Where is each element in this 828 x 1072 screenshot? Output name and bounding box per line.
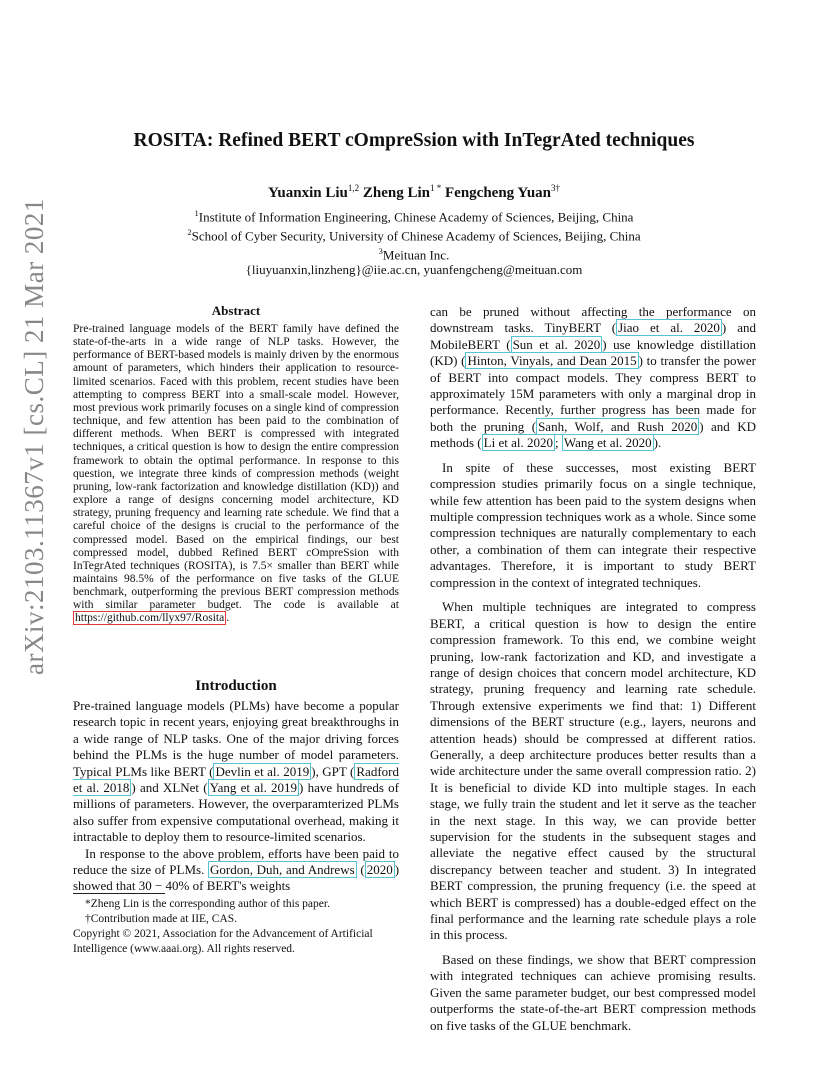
body-text: ) and KD methods ( bbox=[430, 418, 756, 451]
intro-paragraph bbox=[73, 846, 399, 895]
affil-sup: 2 bbox=[187, 226, 192, 237]
citation-link[interactable]: 2020 bbox=[366, 862, 393, 878]
body-text: ) to transfer the power of BERT into compact models. They compress BERT to approximately 15M parameters with only a marginal drop in performance. Recently, further progress has been made for both the pruning ( bbox=[430, 353, 756, 434]
body-paragraph: Based on these findings, we show that BERT compression with integrated techniques can achieve promising results. Given the same parameter budget, our best compressed model outperforms the state-of-the-art BERT compression methods on five tasks of the GLUE benchmark. bbox=[430, 952, 756, 1033]
abstract-text: Pre-trained language models of the BERT family have defined the state-of-the-arts in a wide range of NLP tasks. However, the performance of BERT-based models is mainly driven by the enormous amount of parameters, which hinders their application to resource-limited scenarios. Faced with this problem, recent studies have been attempting to compress BERT into a small-scale model. However, most previous work primarily focuses on a single kind of compression technique, and few attention has been paid to the combination of different methods. When BERT is compressed with integrated techniques, a critical question is how to design the entire compression framework to obtain the optimal performance. In response to this question, we integrate three kinds of compression methods (weight pruning, low-rank factorization and knowledge distillation (KD)) and explore a range of designs concerning model architecture, KD strategy, pruning frequency and learning rate schedule. We find that a careful choice of the designs is crucial to the performance of the compressed model. Based on the empirical findings, our best compressed model, dubbed Refined BERT cOmpreSsion with InTegrAted techniques (ROSITA), is 7.5× smaller than BERT while maintains 98.5% of the performance on five tasks of the GLUE benchmark, outperforming the previous BERT compression methods with similar parameter budget. The code is available at bbox=[73, 323, 399, 612]
body-text: ; bbox=[554, 435, 562, 451]
intro-text: ), GPT ( bbox=[311, 763, 355, 779]
code-link[interactable]: https://github.com/llyx97/Rosita bbox=[75, 612, 225, 625]
body-paragraph: When multiple techniques are integrated to compress BERT, a critical question is how to design the entire compression framework. To this end, we combine weight pruning, low-rank factorization and KD, and investigate a range of design choices that concern model architecture, KD strategy, pruning frequency and learning rate schedule. Through extensive experiments we find that: 1) Different dimensions of the BERT structure (e.g., layers, neurons and attention heads) should be compressed at different ratios. Generally, a deep architecture produces better results than a wide architecture under the same overall compression ratio. 2) It is beneficial to divide KD into multiple stages. In each stage, we fully train the student and let it serve as the teacher in the next stage. In this way, we can provide better supervision for the students in the subsequent stages and alleviate the negative effect caused by the structural discrepancy between teacher and student. 3) In integrated BERT compression, the pruning frequency (i.e. the speed at which BERT is compressed) has a double-edged effect on the final performance and the learning rate schedule plays a role in this process. bbox=[430, 599, 756, 943]
body-text: ) use knowledge distillation (KD) ( bbox=[430, 336, 757, 369]
body-paragraph: In spite of these successes, most existing BERT compression studies primarily focus on a single technique, while few attention has been paid to the system designs when multiple compression techniques work as a whole. Since some compression techniques are naturally complementary to each other, a combination of them can integrate their respective advantages. Therefore, it is important to study BERT compression in the context of integrated techniques. bbox=[430, 459, 756, 590]
body-paragraph bbox=[430, 304, 756, 452]
citation-link[interactable]: Hinton, Vinyals, and Dean 2015 bbox=[467, 353, 637, 369]
body-text: ) and MobileBERT ( bbox=[430, 320, 756, 352]
footnotes bbox=[73, 897, 399, 957]
author-emails: {liuyuanxin,linzheng}@iie.ac.cn, yuanfengcheng@meituan.com bbox=[245, 262, 583, 278]
affiliation-2: School of Cyber Security, University of Chinese Academy of Sciences, Beijing, China bbox=[191, 228, 641, 244]
citation-link[interactable]: Wang et al. 2020 bbox=[563, 435, 652, 451]
citation-link[interactable]: Yang et al. 2019 bbox=[209, 780, 298, 796]
affil-sup: 3 bbox=[378, 245, 383, 256]
affiliations bbox=[0, 206, 828, 278]
intro-text: ) showed that 30 − 40% of BERT's weights bbox=[73, 862, 400, 894]
author-name: Fengcheng Yuan bbox=[445, 185, 552, 201]
citation-link[interactable]: Sun et al. 2020 bbox=[512, 336, 601, 352]
intro-text: ) and XLNet ( bbox=[131, 780, 208, 796]
affil-sup: 1 bbox=[194, 208, 199, 218]
author-sup: 1 * bbox=[430, 183, 442, 193]
copyright-notice: Copyright © 2021, Association for the Advancement of Artificial Intelligence (www.aaai.org). All rights reserved. bbox=[73, 928, 373, 955]
citation-link[interactable]: Li et al. 2020 bbox=[483, 435, 553, 451]
author-name: Zheng Lin bbox=[362, 185, 431, 201]
affiliation-1: Institute of Information Engineering, Chinese Academy of Sciences, Beijing, China bbox=[198, 209, 634, 225]
right-column bbox=[430, 304, 756, 1042]
citation-link[interactable]: Jiao et al. 2020 bbox=[618, 320, 720, 336]
section-heading-introduction: Introduction bbox=[195, 678, 277, 694]
citation-link[interactable]: Radford et al. 2018 bbox=[73, 763, 399, 796]
abstract-heading: Abstract bbox=[211, 303, 261, 318]
intro-paragraph bbox=[73, 698, 399, 846]
intro-text: ) have hundreds of millions of parameters. However, the overparamterized PLMs also suffer from expensive computational overhead, making it intractable to deploy them to resource-limited scenarios. bbox=[73, 780, 400, 845]
abstract-body bbox=[73, 323, 399, 626]
author-sup: 3† bbox=[551, 183, 561, 193]
intro-text: ( bbox=[360, 862, 365, 878]
citation-link[interactable]: Sanh, Wolf, and Rush 2020 bbox=[538, 418, 698, 434]
intro-text: Pre-trained language models (PLMs) have become a popular research topic in recent years, enjoying great breakthroughs in a wide range of NLP tasks. One of the major driving forces behind the PLMs is the huge number of model parameters. Typical PLMs like BERT ( bbox=[73, 698, 399, 779]
paper-title: ROSITA: Refined BERT cOmpreSsion with InTegrAted techniques bbox=[133, 130, 695, 151]
arxiv-stamp: arXiv:2103.11367v1 [cs.CL] 21 Mar 2021 bbox=[19, 198, 49, 675]
affiliation-3: Meituan Inc. bbox=[382, 246, 450, 262]
author-line bbox=[0, 183, 828, 202]
footnote-2: †Contribution made at IIE, CAS. bbox=[85, 913, 238, 925]
citation-link[interactable]: Devlin et al. 2019 bbox=[215, 763, 310, 779]
intro-text: In response to the above problem, efforts have been paid to reduce the size of PLMs. bbox=[73, 845, 399, 878]
body-text: ). bbox=[653, 435, 662, 451]
footnote-1: *Zheng Lin is the corresponding author of this paper. bbox=[85, 898, 330, 910]
footnote-rule bbox=[73, 893, 165, 894]
introduction-body bbox=[73, 698, 399, 895]
abstract-text-end: . bbox=[226, 612, 230, 625]
author-name: Yuanxin Liu bbox=[267, 185, 348, 201]
body-text: can be pruned without affecting the performance on downstream tasks. TinyBERT ( bbox=[430, 304, 756, 336]
citation-link[interactable]: Gordon, Duh, and Andrews bbox=[210, 862, 355, 878]
author-sup: 1,2 bbox=[347, 183, 360, 193]
